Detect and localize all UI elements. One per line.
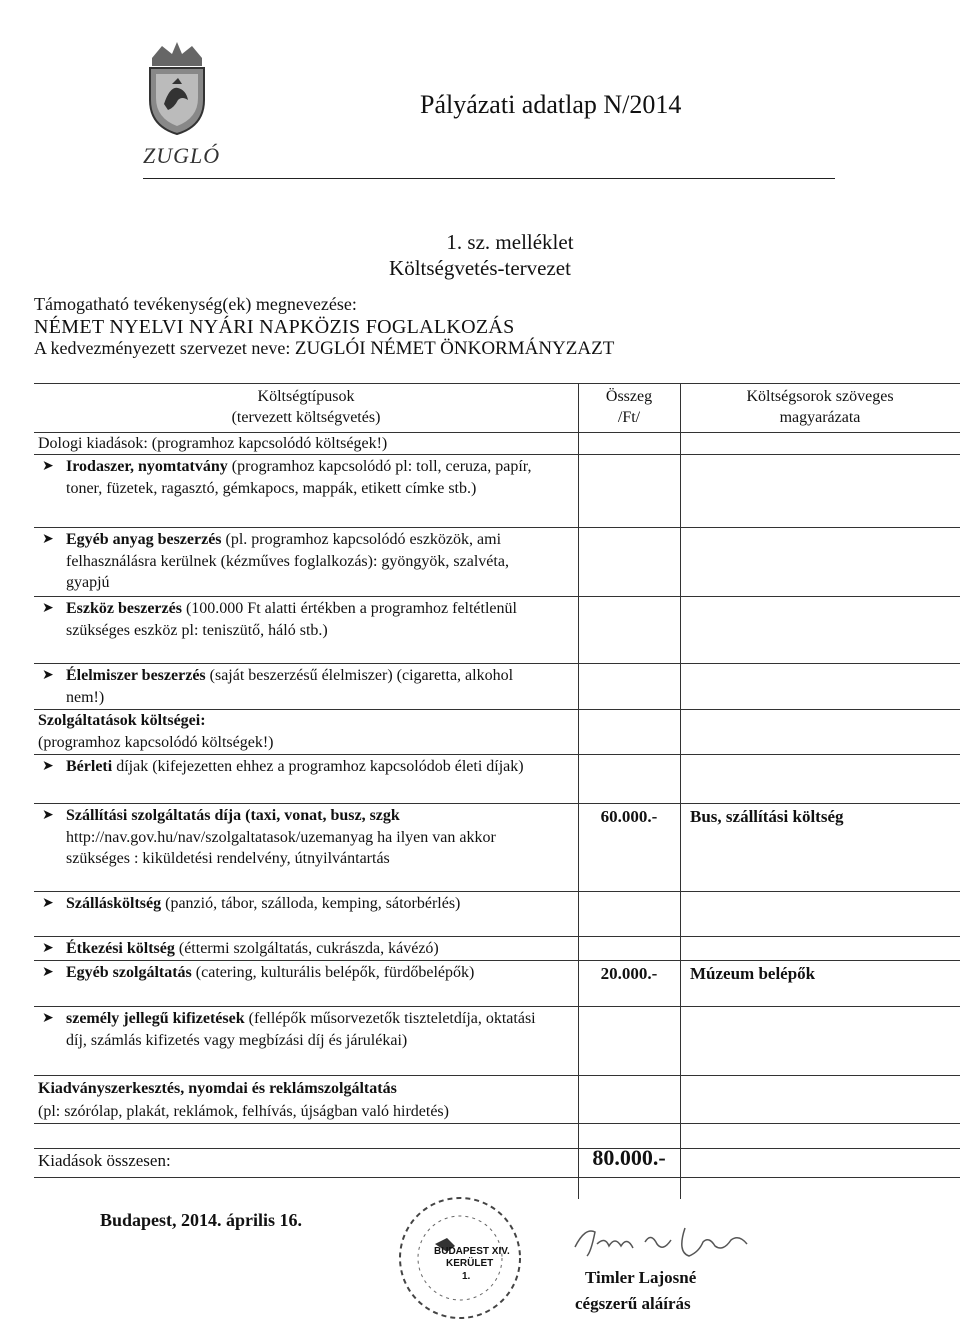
row-divider	[34, 960, 960, 961]
section-publishing-title: Kiadványszerkesztés, nyomdai és reklámszolgáltatás	[38, 1080, 397, 1097]
header-amount	[578, 386, 680, 428]
arrow-bullet-icon: ➤	[42, 759, 54, 774]
header-amount-line1: Összeg	[605, 388, 653, 405]
section-material-costs-title: Dologi kiadások: (programhoz kapcsolódó költségek!)	[38, 435, 388, 452]
header-explanation-line2: magyarázata	[779, 409, 861, 426]
row-divider	[34, 663, 960, 664]
item-description: (100.000 Ft alatti értékben a programhoz feltétlenül szükséges eszköz pl: teniszütő, háló stb.)	[66, 600, 517, 639]
item-description: (catering, kulturális belépők, fürdőbelépők)	[191, 964, 475, 981]
arrow-bullet-icon: ➤	[42, 668, 54, 683]
list-item	[34, 893, 546, 915]
list-item	[34, 529, 546, 594]
list-item	[34, 456, 546, 499]
list-item	[34, 805, 546, 870]
item-description: (panzió, tábor, szálloda, kemping, sátorbérlés)	[161, 895, 461, 912]
row-divider	[34, 596, 960, 597]
list-item	[34, 1008, 546, 1051]
item-title: Eszköz beszerzés	[66, 600, 182, 617]
item-description: (pl. programhoz kapcsolódó eszközök, ami felhasználásra kerülnek (kézműves foglalkozás): gyöngyök, szalvéta, gyapjú	[66, 531, 509, 591]
item-title: Szállásköltség	[66, 895, 162, 912]
item-title: Szállítási szolgáltatás díja (taxi, vonat, busz, szgk	[66, 807, 400, 824]
other-service-amount: 20.000.-	[600, 964, 658, 983]
item-description: (éttermi szolgáltatás, cukrászda, kávézó)	[174, 940, 439, 957]
row-divider	[34, 754, 960, 755]
signer-role: cégszerű aláírás	[575, 1294, 691, 1313]
stamp-text-number: 1.	[462, 1271, 471, 1282]
arrow-bullet-icon: ➤	[42, 1011, 54, 1026]
header-explanation-line1: Költségsorok szöveges	[746, 388, 894, 405]
row-divider	[34, 527, 960, 528]
header-amount-line2: /Ft/	[617, 409, 641, 426]
transport-amount: 60.000.-	[600, 807, 658, 826]
column-divider	[680, 383, 681, 1199]
row-divider	[34, 1075, 960, 1076]
arrow-bullet-icon: ➤	[42, 808, 54, 823]
list-item	[34, 962, 546, 984]
budget-table	[34, 383, 960, 1199]
list-item	[34, 756, 546, 778]
logo-signature: ZUGLÓ	[143, 143, 221, 168]
arrow-bullet-icon: ➤	[42, 941, 54, 956]
arrow-bullet-icon: ➤	[42, 601, 54, 616]
table-top-border	[34, 383, 960, 384]
item-title: Élelmiszer beszerzés	[66, 667, 206, 684]
total-amount: 80.000.-	[592, 1145, 666, 1170]
arrow-bullet-icon: ➤	[42, 459, 54, 474]
item-title: Étkezési költség	[66, 940, 175, 957]
annex-number: 1. sz. melléklet	[446, 230, 574, 254]
arrow-bullet-icon: ➤	[42, 965, 54, 980]
stamp-text-city: BUDAPEST XIV.	[434, 1246, 510, 1257]
item-description: (saját beszerzésű élelmiszer) (cigaretta, alkohol nem!)	[66, 667, 514, 706]
header-cost-types	[34, 386, 578, 428]
organization-label: A kedvezményezett szervezet neve:	[34, 338, 291, 358]
list-item	[34, 598, 546, 641]
other-service-note: Múzeum belépők	[690, 964, 816, 983]
row-divider	[34, 891, 960, 892]
section-publishing-subtitle: (pl: szórólap, plakát, reklámok, felhívás, újságban való hirdetés)	[38, 1103, 449, 1120]
row-divider	[34, 936, 960, 937]
handwritten-signature	[565, 1222, 765, 1262]
document-subtitle: Költségvetés-tervezet	[389, 256, 571, 280]
activity-value: NÉMET NYELVI NYÁRI NAPKÖZIS FOGLALKOZÁS	[34, 316, 515, 338]
header-explanation	[680, 386, 960, 428]
arrow-bullet-icon: ➤	[42, 532, 54, 547]
column-divider	[578, 383, 579, 1199]
item-title: Irodaszer, nyomtatvány	[66, 458, 228, 475]
item-title: Bérleti	[66, 758, 113, 775]
section-services-title: Szolgáltatások költségei:	[38, 712, 206, 729]
header-cost-types-line1: Költségtípusok	[257, 388, 355, 405]
row-divider	[34, 803, 960, 804]
item-description: http://nav.gov.hu/nav/szolgaltatasok/uzemanyag ha ilyen van akkor szükséges : kiküldetési rendelvény, útnyilvántartás	[66, 828, 496, 867]
item-title: Egyéb anyag beszerzés	[66, 531, 222, 548]
signature-date: Budapest, 2014. április 16.	[100, 1210, 303, 1230]
header-cost-types-line2: (tervezett költségvetés)	[231, 409, 381, 426]
organization-line	[34, 338, 614, 360]
section-services-subtitle: (programhoz kapcsolódó költségek!)	[38, 734, 274, 751]
item-title: személy jellegű kifizetések	[66, 1010, 245, 1027]
transport-note: Bus, szállítási költség	[690, 807, 844, 826]
activity-label: Támogatható tevékenység(ek) megnevezése:	[34, 294, 357, 314]
row-divider	[34, 454, 960, 455]
list-item	[34, 665, 546, 708]
item-title: Egyéb szolgáltatás	[66, 964, 192, 981]
row-divider	[34, 1123, 960, 1124]
organization-value: ZUGLÓI NÉMET ÖNKORMÁNYZAZT	[294, 338, 615, 359]
list-item	[34, 938, 546, 960]
table-bottom-border	[34, 1177, 960, 1178]
coat-of-arms-logo	[142, 38, 212, 138]
item-description: díjak (kifejezetten ehhez a programhoz kapcsolódob életi díjak)	[112, 758, 524, 775]
row-divider	[34, 1148, 960, 1149]
total-label: Kiadások összesen:	[38, 1151, 171, 1170]
item-description: (programhoz kapcsolódó pl: toll, ceruza, papír, toner, füzetek, ragasztó, gémkapocs, mappák, etikett címke stb.)	[66, 458, 532, 497]
item-description: (fellépők műsorvezetők tiszteletdíja, oktatási díj, számlás kifizetés vagy megbízási díj és járulékai)	[66, 1010, 536, 1049]
row-divider	[34, 1006, 960, 1007]
stamp-text-district: KERÜLET	[446, 1258, 494, 1269]
signer-name: Timler Lajosné	[585, 1268, 697, 1287]
page-title: Pályázati adatlap N/2014	[420, 90, 682, 119]
arrow-bullet-icon: ➤	[42, 896, 54, 911]
header-divider	[143, 178, 835, 179]
